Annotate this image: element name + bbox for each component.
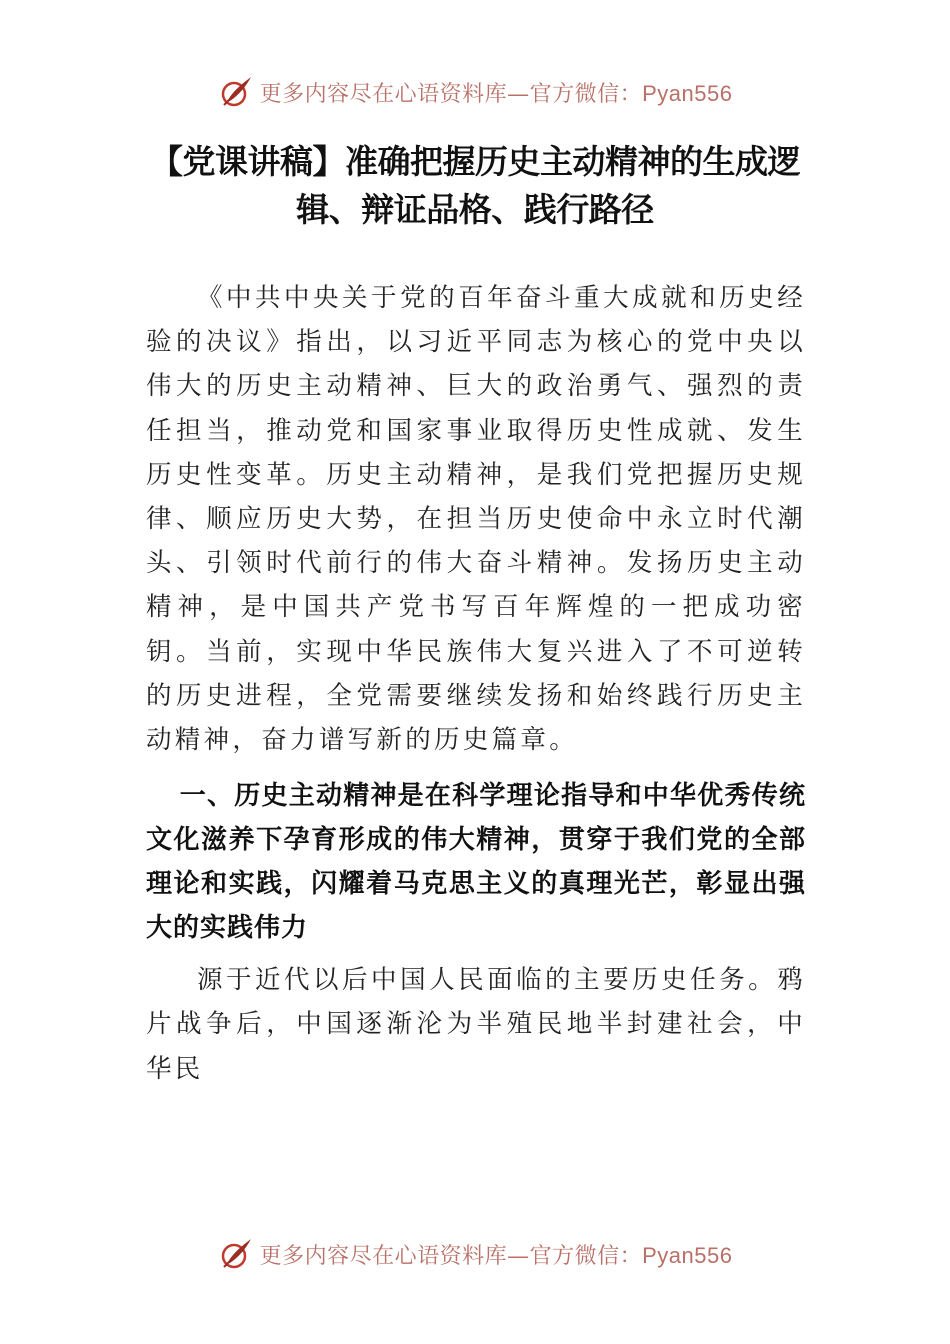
section-1-paragraph: 源于近代以后中国人民面临的主要历史任务。鸦片战争后，中国逐渐沦为半殖民地半封建社会，中华民	[146, 965, 806, 1084]
footer-wechat-id: Pyan556	[642, 1242, 733, 1268]
footer-banner	[0, 1232, 950, 1276]
quill-logo-icon	[218, 74, 254, 110]
header-wechat-id: Pyan556	[642, 80, 733, 106]
section-1-heading: 一、历史主动精神是在科学理论指导和中华优秀传统文化滋养下孕育形成的伟大精神，贯穿于我们党的全部理论和实践，闪耀着马克思主义的真理光芒，彰显出强大的实践伟力	[146, 781, 806, 944]
header-banner	[0, 70, 950, 114]
quill-logo-icon	[218, 1236, 254, 1272]
intro-paragraph: 《中共中央关于党的百年奋斗重大成就和历史经验的决议》指出，以习近平同志为核心的党中央以伟大的历史主动精神、巨大的政治勇气、强烈的责任担当，推动党和国家事业取得历史性成就、发生历史性变革。历史主动精神，是我们党把握历史规律、顺应历史大势，在担当历史使命中永立时代潮头、引领时代前行的伟大奋斗精神。发扬历史主动精神，是中国共产党书写百年辉煌的一把成功密钥。当前，实现中华民族伟大复兴进入了不可逆转的历史进程，全党需要继续发扬和始终践行历史主动精神，奋力谱写新的历史篇章。	[146, 283, 806, 756]
header-banner-text	[260, 77, 733, 108]
footer-banner-label: 更多内容尽在心语资料库—官方微信：	[259, 1243, 643, 1269]
header-banner-label: 更多内容尽在心语资料库—官方微信：	[259, 81, 643, 107]
document-body	[146, 276, 806, 1091]
document-title: 【党课讲稿】准确把握历史主动精神的生成逻辑、辩证品格、践行路径	[150, 142, 800, 229]
footer-banner-text	[260, 1239, 733, 1270]
